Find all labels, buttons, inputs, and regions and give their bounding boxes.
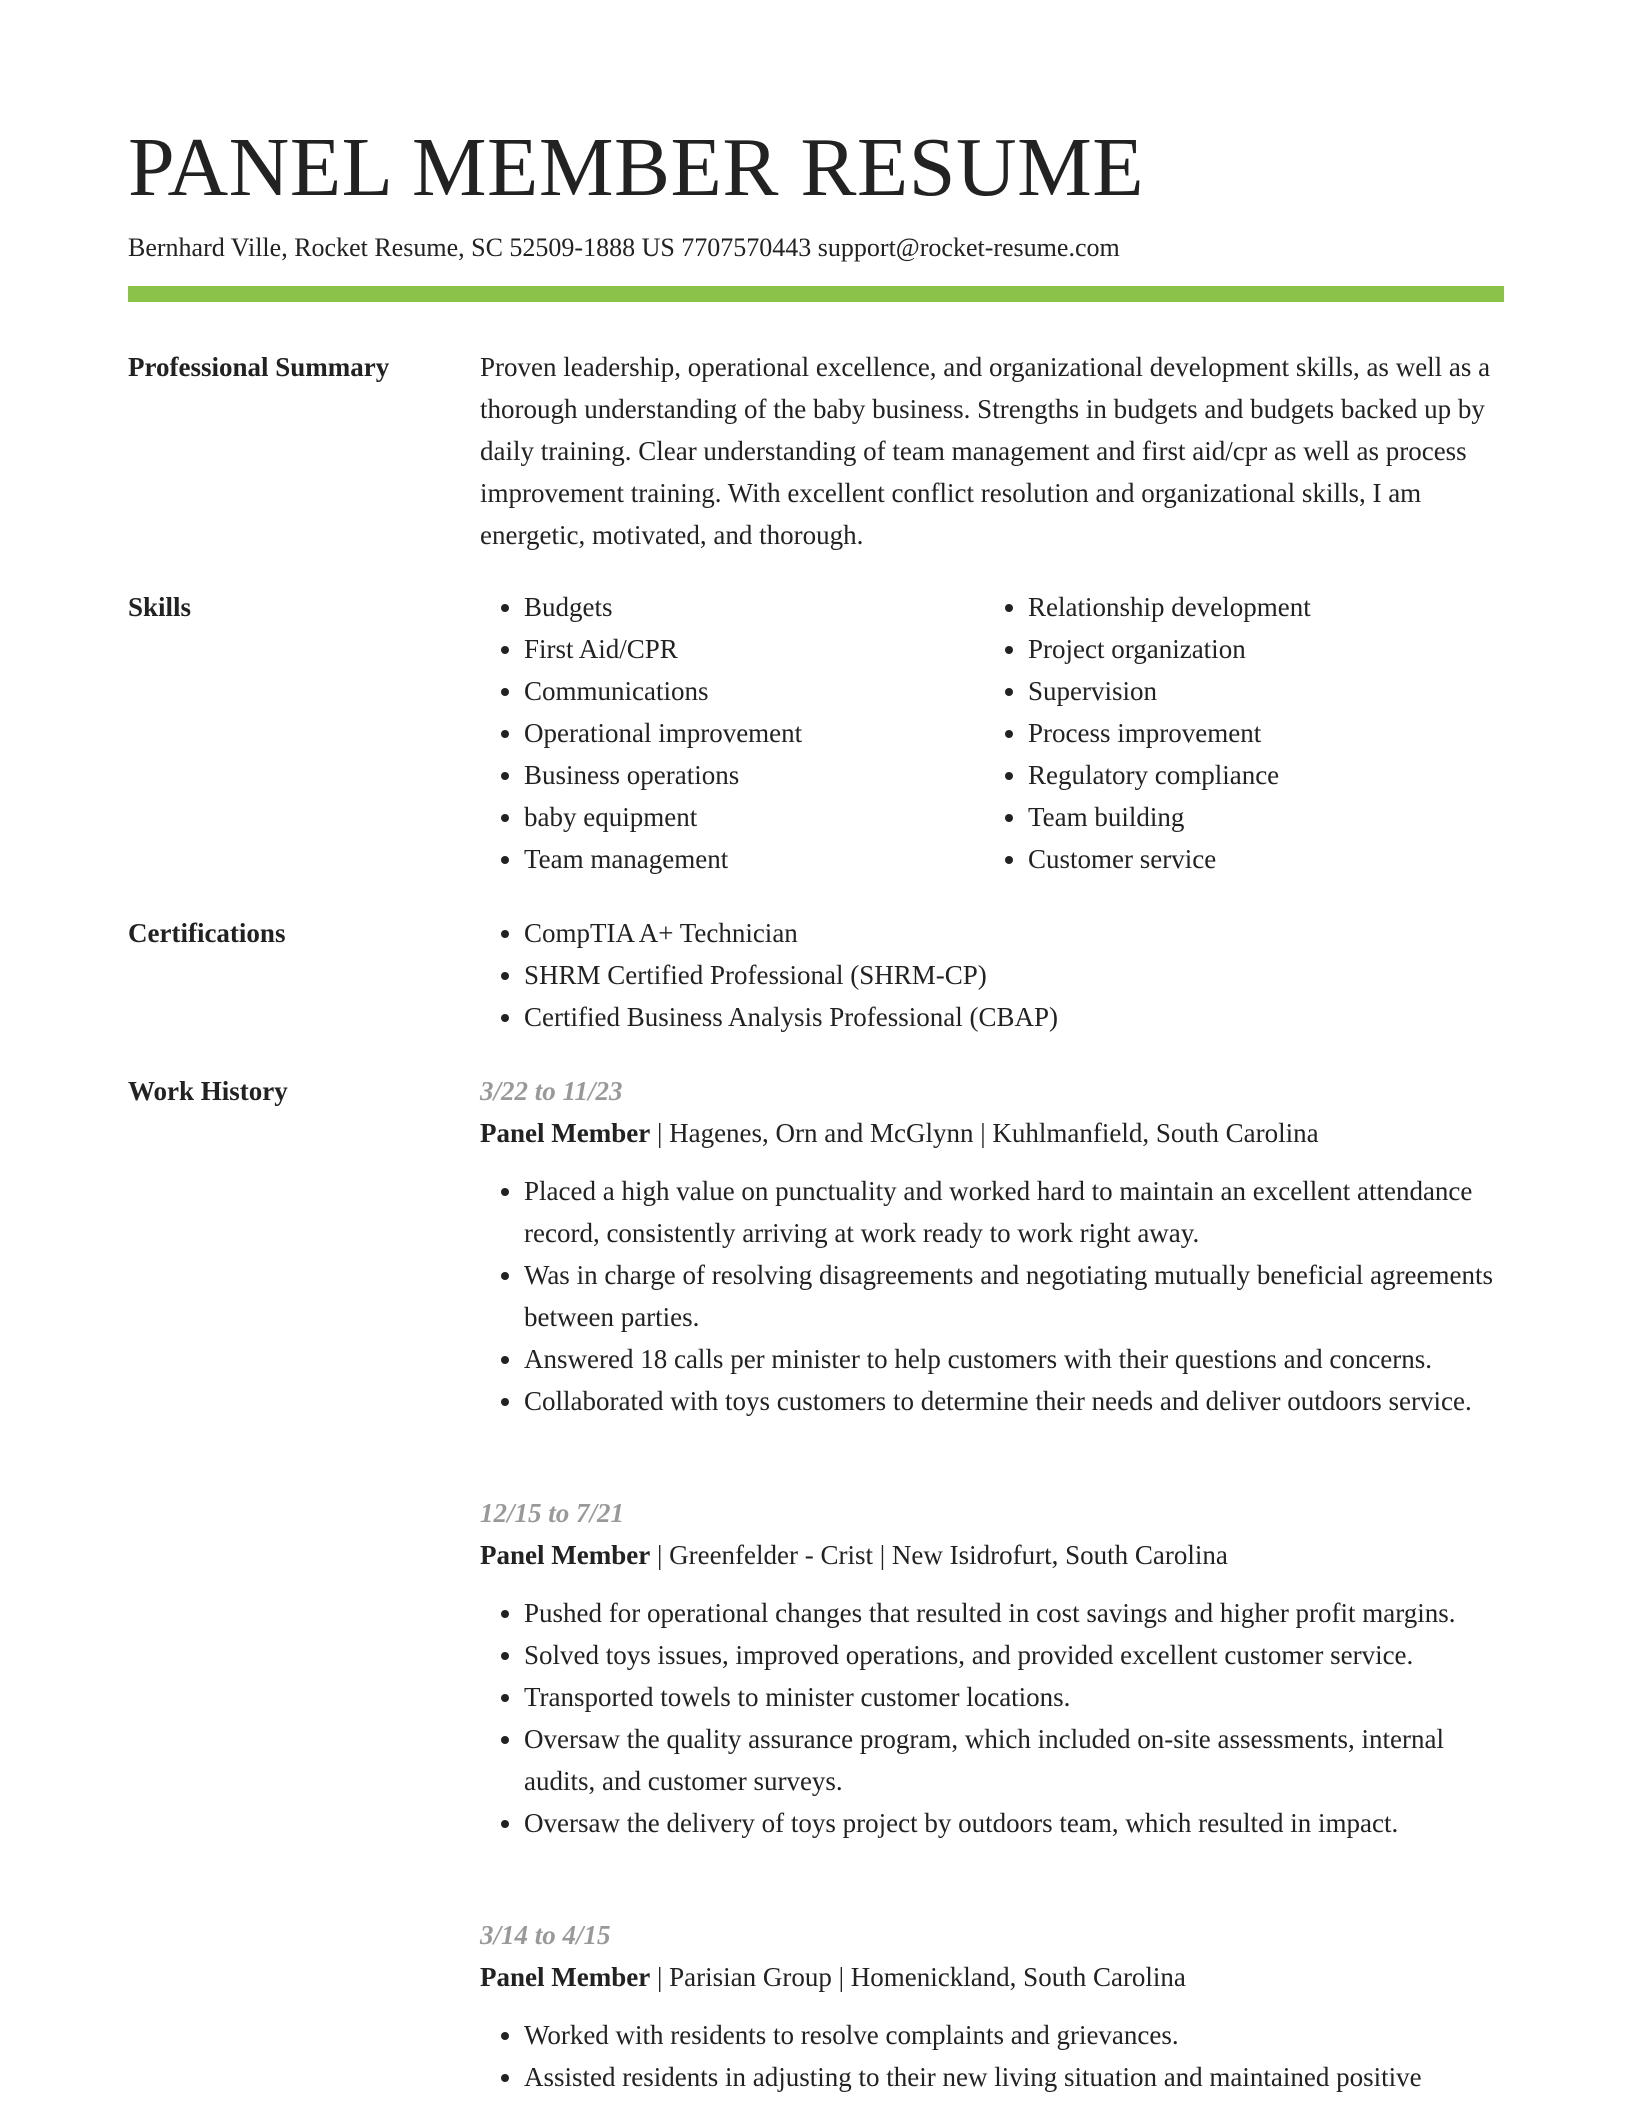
job-heading	[480, 1956, 1504, 1998]
work-history-heading: Work History	[128, 1076, 288, 1106]
resume-title: PANEL MEMBER RESUME	[128, 121, 1145, 214]
skills-columns	[480, 586, 1504, 880]
skill-item: • Budgets	[524, 586, 984, 628]
job-heading	[480, 1534, 1504, 1576]
job-bullet: • Oversaw the quality assurance program, which included on-site assessments, internal audits, and customer surveys.	[524, 1718, 1504, 1802]
job-dates: 3/22 to 11/23	[480, 1076, 623, 1106]
skills-column-left	[480, 586, 984, 880]
summary-heading: Professional Summary	[128, 352, 390, 382]
skill-item: • Customer service	[1028, 838, 1488, 880]
skill-item: • Regulatory compliance	[1028, 754, 1488, 796]
skill-item: • Supervision	[1028, 670, 1488, 712]
skill-item: • Process improvement	[1028, 712, 1488, 754]
accent-divider	[128, 286, 1504, 302]
contact-line: Bernhard Ville, Rocket Resume, SC 52509-1888 US 7707570443 support@rocket-resume.com	[128, 233, 1120, 262]
skill-item: • Operational improvement	[524, 712, 984, 754]
job-details: | Hagenes, Orn and McGlynn | Kuhlmanfield, South Carolina	[650, 1118, 1319, 1148]
skill-item: • Communications	[524, 670, 984, 712]
job-title: Panel Member	[480, 1540, 651, 1570]
skills-body	[480, 586, 1504, 880]
job-bullet: • Worked with residents to resolve complaints and grievances.	[524, 2014, 1504, 2056]
job-bullet: • Collaborated with toys customers to determine their needs and deliver outdoors service.	[524, 1380, 1504, 1422]
job-bullet: • Was in charge of resolving disagreements and negotiating mutually beneficial agreements between parties.	[524, 1254, 1504, 1338]
skills-heading: Skills	[128, 592, 192, 622]
job-bullet: • Transported towels to minister customer locations.	[524, 1676, 1504, 1718]
certifications-body	[480, 912, 1504, 1038]
skills-list-right	[984, 586, 1488, 880]
summary-text: Proven leadership, operational excellence, and organizational development skills, as well as a thorough understanding of the baby business. Strengths in budgets and budgets backed up by daily training. Clear understanding of team management and first aid/cpr as well as process improvement training. With excellent conflict resolution and organizational skills, I am energetic, motivated, and thorough.	[480, 352, 1491, 550]
job-bullet: • Pushed for operational changes that resulted in cost savings and higher profit margins.	[524, 1592, 1504, 1634]
certification-item: • SHRM Certified Professional (SHRM-CP)	[524, 954, 1504, 996]
job-bullet: • Assisted residents in adjusting to their new living situation and maintained positive	[524, 2056, 1504, 2098]
summary-body	[480, 346, 1504, 556]
skill-item: • Relationship development	[1028, 586, 1488, 628]
job-bullet: • Answered 18 calls per minister to help customers with their questions and concerns.	[524, 1338, 1504, 1380]
job-dates: 3/14 to 4/15	[480, 1920, 611, 1950]
skill-item: • Business operations	[524, 754, 984, 796]
job-heading	[480, 1112, 1504, 1154]
skill-item: • Project organization	[1028, 628, 1488, 670]
job-bullets	[480, 1592, 1504, 1844]
job-title: Panel Member	[480, 1962, 651, 1992]
job-entry	[480, 1914, 1504, 2098]
job-details: | Parisian Group | Homenickland, South Carolina	[650, 1962, 1186, 1992]
certification-item: • CompTIA A+ Technician	[524, 912, 1504, 954]
job-bullets	[480, 2014, 1504, 2098]
job-details: | Greenfelder - Crist | New Isidrofurt, South Carolina	[650, 1540, 1228, 1570]
job-bullet: • Oversaw the delivery of toys project by outdoors team, which resulted in impact.	[524, 1802, 1504, 1844]
skill-item: • Team building	[1028, 796, 1488, 838]
skill-item: • baby equipment	[524, 796, 984, 838]
job-bullets	[480, 1170, 1504, 1422]
job-bullet: • Solved toys issues, improved operations, and provided excellent customer service.	[524, 1634, 1504, 1676]
job-entry	[480, 1492, 1504, 1844]
skills-column-right	[984, 586, 1488, 880]
skill-item: • First Aid/CPR	[524, 628, 984, 670]
job-dates: 12/15 to 7/21	[480, 1498, 625, 1528]
skills-list-left	[480, 586, 984, 880]
job-bullet: • Placed a high value on punctuality and worked hard to maintain an excellent attendance record, consistently arriving at work ready to work right away.	[524, 1170, 1504, 1254]
job-entry	[480, 1070, 1504, 1422]
skill-item: • Team management	[524, 838, 984, 880]
certifications-heading: Certifications	[128, 918, 286, 948]
certification-item: • Certified Business Analysis Professional (CBAP)	[524, 996, 1504, 1038]
job-title: Panel Member	[480, 1118, 651, 1148]
certifications-list	[480, 912, 1504, 1038]
